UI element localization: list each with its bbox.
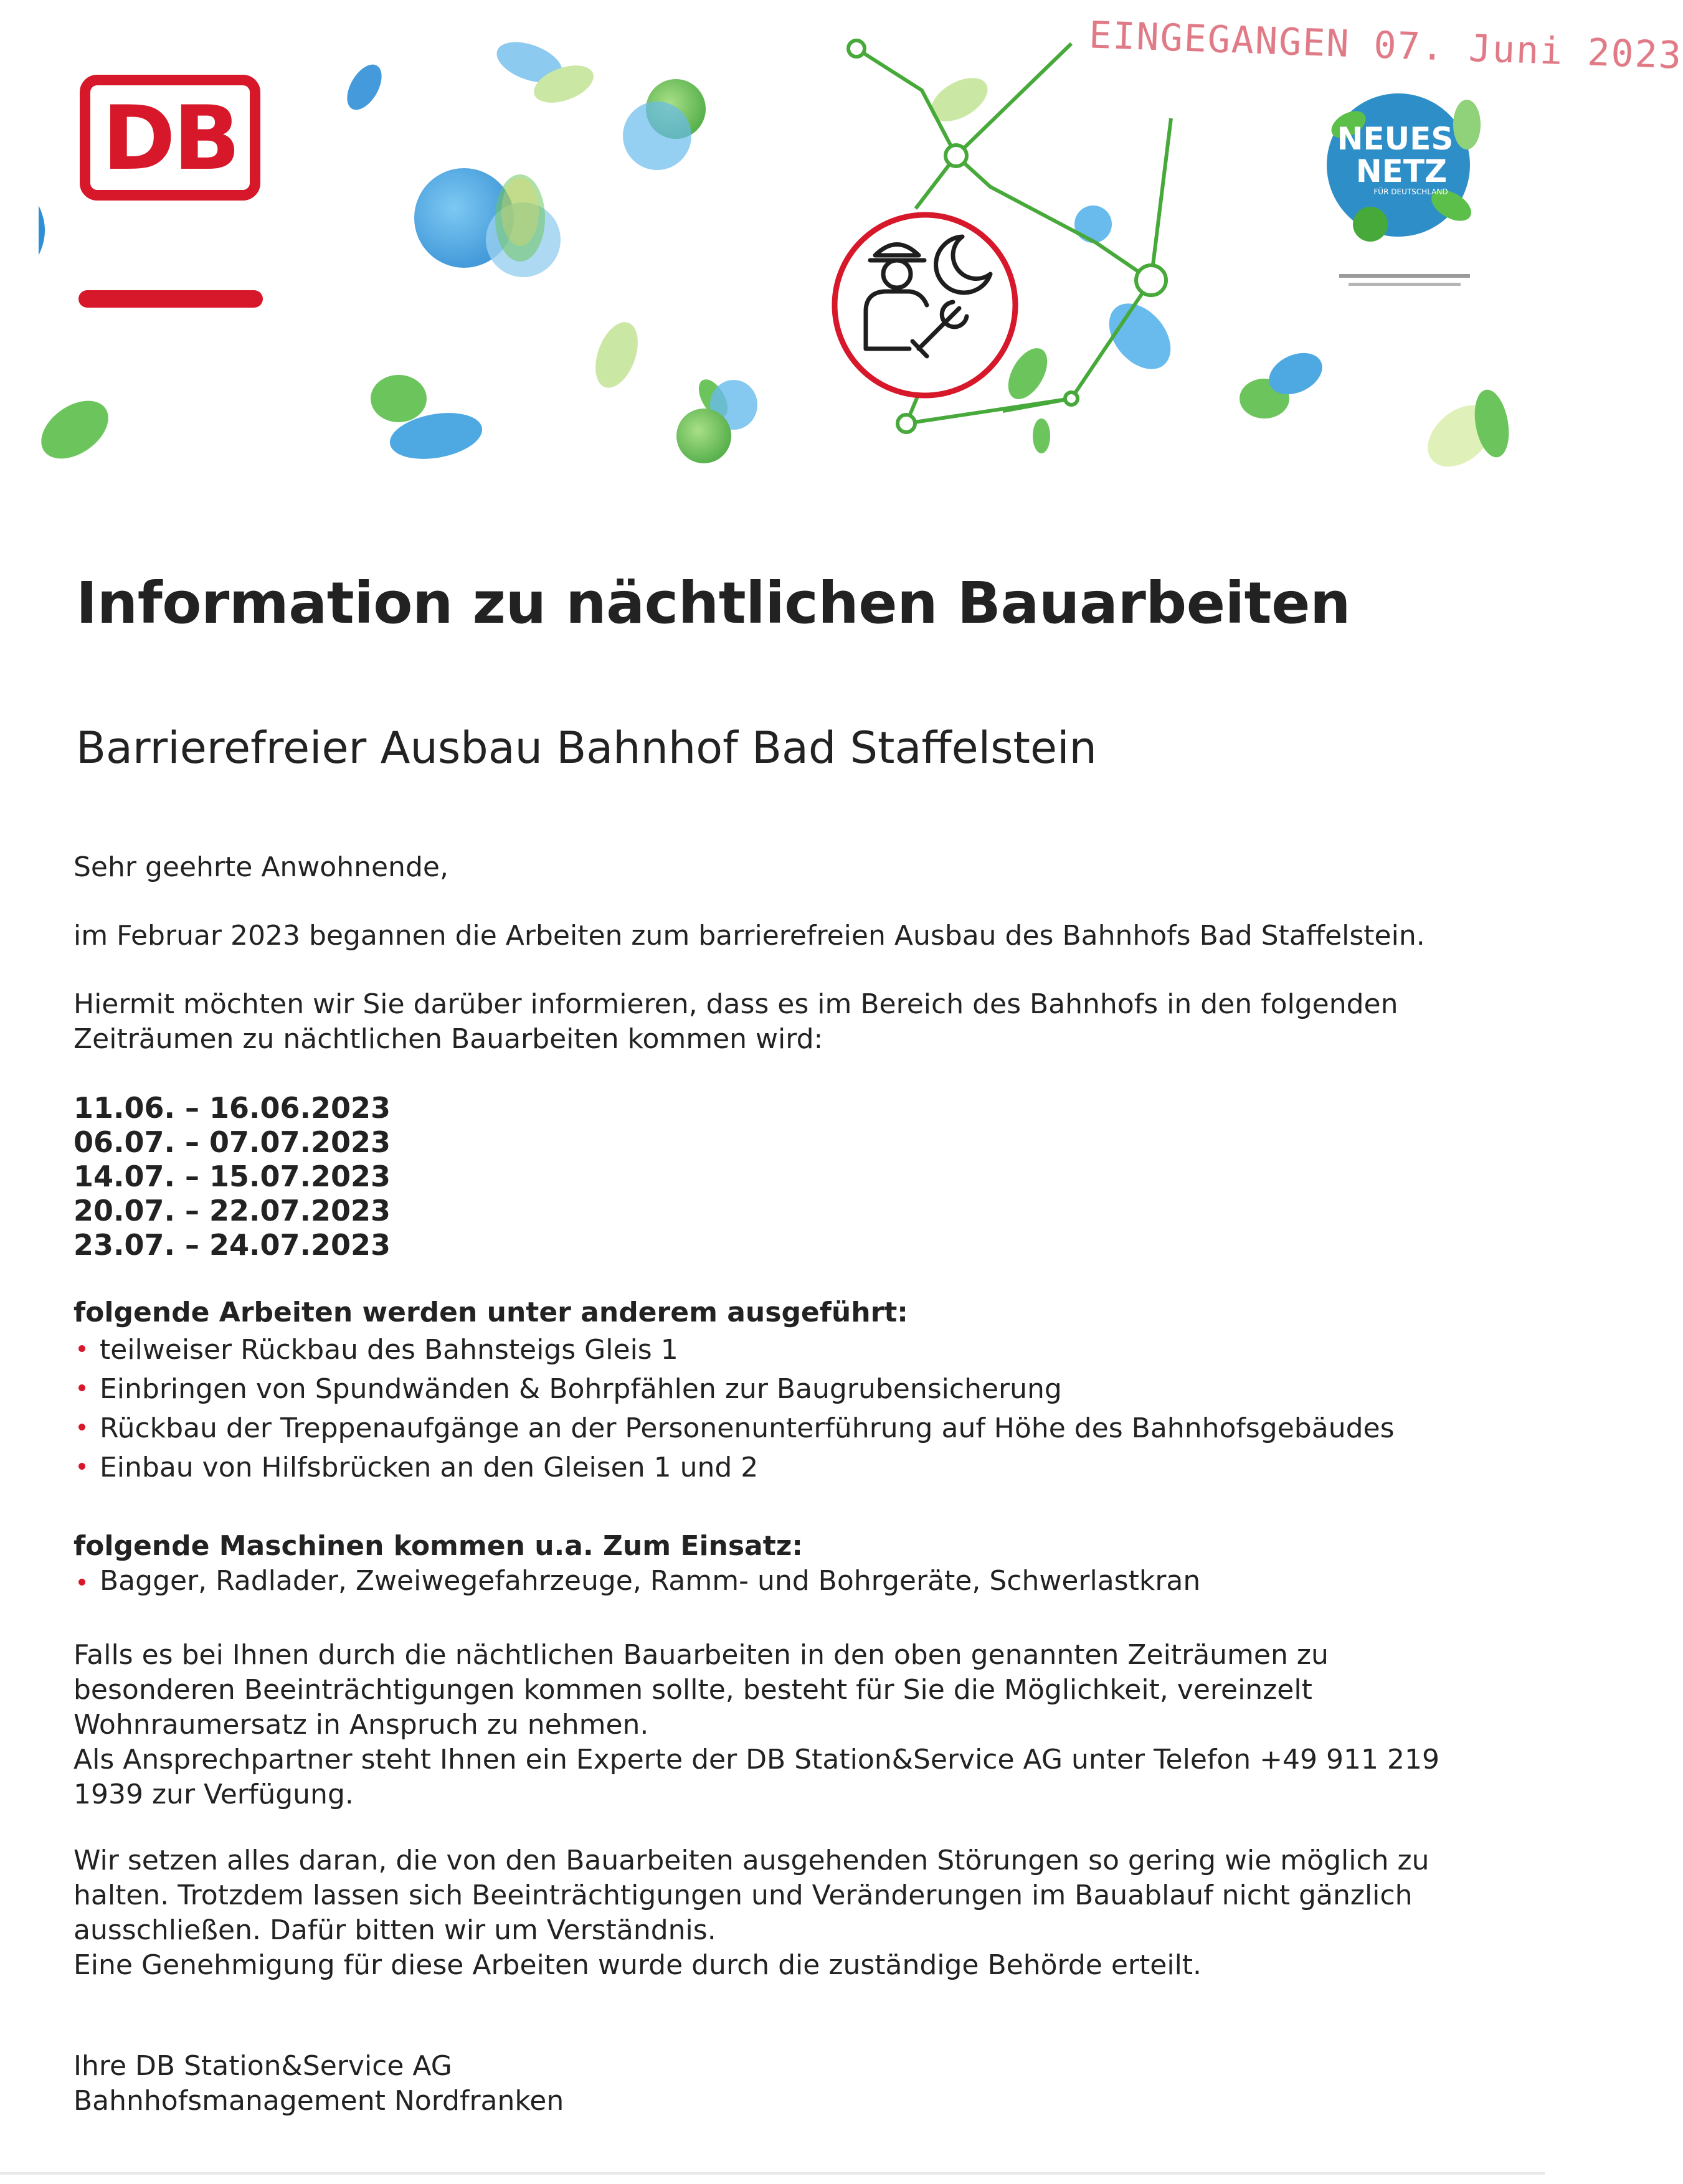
machines-section: [73, 1529, 1475, 1599]
date-item: 20.07. – 22.07.2023: [73, 1194, 391, 1227]
worker-night-icon: [835, 215, 1015, 395]
date-list: [73, 1091, 1475, 1262]
replacement-text: Falls es bei Ihnen durch die nächtlichen Bauarbeiten in den oben genannten Zeiträumen zu besonderen Beeinträchtigungen kommen sollte, besteht für Sie die Möglichkeit, vereinzelt Wohnraumersatz in Anspruch zu nehmen.: [73, 1639, 1329, 1741]
list-item: teilweiser Rückbau des Bahnsteigs Gleis 1: [73, 1330, 1475, 1369]
date-item: 14.07. – 15.07.2023: [73, 1160, 391, 1193]
db-logo: [80, 75, 260, 201]
machines-heading: folgende Maschinen kommen u.a. Zum Einsatz:: [73, 1530, 803, 1562]
svg-text:NEUES: NEUES: [1337, 121, 1454, 157]
red-accent-bar: [78, 290, 263, 308]
works-heading: folgende Arbeiten werden unter anderem ausgeführt:: [73, 1297, 908, 1328]
list-item: Bagger, Radlader, Zweiwegefahrzeuge, Ramm- und Bohrgeräte, Schwerlastkran: [73, 1564, 1475, 1599]
date-item: 06.07. – 07.07.2023: [73, 1125, 391, 1159]
svg-text:FÜR DEUTSCHLAND: FÜR DEUTSCHLAND: [1373, 187, 1448, 196]
page-subtitle: Barrierefreier Ausbau Bahnhof Bad Staffelstein: [76, 722, 1097, 773]
signature-line-2: Bahnhofsmanagement Nordfranken: [73, 2085, 564, 2117]
received-stamp: EINGEGANGEN 07. Juni 2023: [1088, 13, 1683, 78]
signature: [73, 2049, 1475, 2119]
svg-text:NETZ: NETZ: [1355, 153, 1448, 189]
info-paragraph: Hiermit möchten wir Sie darüber informieren, dass es im Bereich des Bahnhofs in den folgenden Zeiträumen zu nächtlichen Bauarbeiten kommen wird:: [73, 988, 1398, 1055]
disruption-paragraph: [73, 1843, 1469, 1983]
neues-netz-badge: [1327, 93, 1481, 286]
replacement-paragraph: [73, 1638, 1469, 1812]
info-block: [73, 987, 1413, 1057]
page-title: Information zu nächtlichen Bauarbeiten: [76, 570, 1351, 636]
footer-divider: [0, 2172, 1545, 2175]
list-item: Rückbau der Treppenaufgänge an der Personenunterführung auf Höhe des Bahnhofsgebäudes: [73, 1409, 1475, 1448]
signature-line-1: Ihre DB Station&Service AG: [73, 2050, 452, 2082]
list-item: Einbringen von Spundwänden & Bohrpfählen zur Baugrubensicherung: [73, 1369, 1475, 1409]
date-item: 11.06. – 16.06.2023: [73, 1091, 391, 1125]
letter-body: [73, 850, 1475, 885]
approval-text: Eine Genehmigung für diese Arbeiten wurde durch die zuständige Behörde erteilt.: [73, 1949, 1202, 1981]
contact-text: Als Ansprechpartner steht Ihnen ein Experte der DB Station&Service AG unter Telefon +49 911 219 1939 zur Verfügung.: [73, 1744, 1439, 1810]
date-item: 23.07. – 24.07.2023: [73, 1228, 391, 1262]
db-logo-text: DB: [102, 87, 239, 190]
machines-list: [73, 1564, 1475, 1599]
list-item: Einbau von Hilfsbrücken an den Gleisen 1 und 2: [73, 1448, 1475, 1487]
works-list: [73, 1330, 1475, 1487]
salutation: Sehr geehrte Anwohnende,: [73, 851, 448, 883]
works-section: [73, 1295, 1475, 1487]
intro-paragraph: im Februar 2023 begannen die Arbeiten zum barrierefreien Ausbau des Bahnhofs Bad Staffelstein.: [73, 920, 1425, 952]
disruption-text: Wir setzen alles daran, die von den Bauarbeiten ausgehenden Störungen so gering wie möglich zu halten. Trotzdem lassen sich Beeinträchtigungen und Veränderungen im Bauablauf nicht gänzlich ausschließen. Dafür bitten wir um Verständnis.: [73, 1845, 1429, 1946]
intro-block: [73, 919, 1475, 953]
